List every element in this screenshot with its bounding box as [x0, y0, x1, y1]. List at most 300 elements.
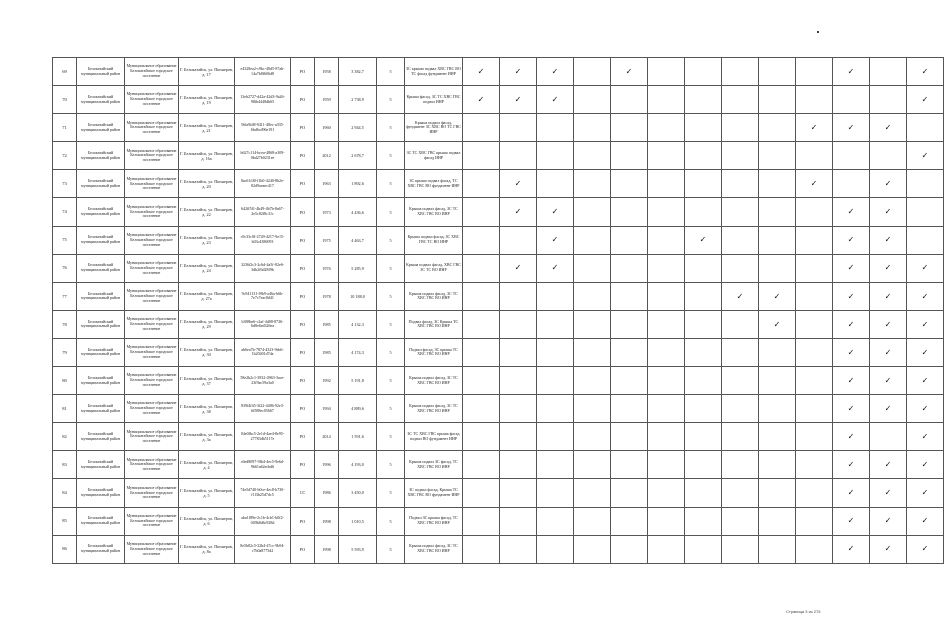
build-year-cell: 1994 — [315, 395, 339, 423]
work-type-cell-3 — [537, 254, 574, 282]
build-year-cell: 1992 — [315, 367, 339, 395]
work-type-cell-5 — [611, 423, 648, 451]
work-type-cell-10 — [796, 198, 833, 226]
work-type-cell-3 — [537, 479, 574, 507]
work-type-cell-10 — [796, 395, 833, 423]
work-type-cell-11 — [833, 86, 870, 114]
work-type-cell-12 — [870, 395, 907, 423]
work-type-cell-7 — [685, 142, 722, 170]
table-row — [53, 338, 944, 366]
work-type-cell-5 — [611, 114, 648, 142]
work-type-cell-1 — [463, 451, 500, 479]
table-row — [53, 423, 944, 451]
management-form-cell: РО — [291, 170, 315, 198]
row-number: 73 — [53, 170, 77, 198]
work-type-cell-9 — [759, 395, 796, 423]
table-row — [53, 58, 944, 86]
house-id-cell: 56fa9fd8-9411-48ec-a335-6bd6cd96e191 — [235, 114, 291, 142]
municipality-cell: Муниципальное образование Белокатайское городское поселение — [125, 338, 179, 366]
address-cell: Г. Белокатайск, ул. Пионеров, д. 19 — [179, 86, 235, 114]
work-type-cell-6 — [648, 451, 685, 479]
district-cell: Белокатайский муниципальный район — [77, 451, 125, 479]
work-type-cell-3 — [537, 198, 574, 226]
check-mark-icon: ✓ — [847, 122, 855, 132]
row-number: 70 — [53, 86, 77, 114]
work-type-cell-7 — [685, 423, 722, 451]
work-type-cell-10 — [796, 142, 833, 170]
work-type-cell-12 — [870, 114, 907, 142]
work-type-cell-3 — [537, 451, 574, 479]
code-cell: 5 — [377, 338, 405, 366]
work-type-cell-12 — [870, 338, 907, 366]
check-mark-icon: ✓ — [847, 431, 855, 441]
row-number: 79 — [53, 338, 77, 366]
check-mark-icon: ✓ — [884, 207, 892, 217]
work-type-cell-2 — [500, 338, 537, 366]
address-cell: Г. Белокатайск, ул. Пионеров, д. 17 — [179, 58, 235, 86]
work-type-cell-7 — [685, 507, 722, 535]
work-type-cell-12 — [870, 142, 907, 170]
work-type-cell-12 — [870, 282, 907, 310]
work-type-cell-6 — [648, 479, 685, 507]
work-type-cell-12 — [870, 198, 907, 226]
row-number: 84 — [53, 479, 77, 507]
address-cell: Г. Белокатайск, ул. Пионеров, д. 27а — [179, 282, 235, 310]
house-id-cell: c9c33c0f-2749-4217-9e15-b03c4386093 — [235, 226, 291, 254]
work-type-cell-11 — [833, 198, 870, 226]
build-year-cell: 1985 — [315, 310, 339, 338]
municipality-cell: Муниципальное образование Белокатайское городское поселение — [125, 535, 179, 563]
work-type-cell-1 — [463, 226, 500, 254]
table-row — [53, 114, 944, 142]
work-type-cell-4 — [574, 114, 611, 142]
work-type-cell-4 — [574, 395, 611, 423]
work-type-cell-10 — [796, 507, 833, 535]
build-year-cell: 2014 — [315, 423, 339, 451]
work-type-cell-5 — [611, 535, 648, 563]
house-id-cell: 74e5d740-b0ce-4ec8-b730-f1f3b25d7dc5 — [235, 479, 291, 507]
check-mark-icon: ✓ — [551, 94, 559, 104]
check-mark-icon: ✓ — [884, 375, 892, 385]
municipality-cell: Муниципальное образование Белокатайское городское поселение — [125, 170, 179, 198]
work-type-cell-5 — [611, 367, 648, 395]
check-mark-icon: ✓ — [884, 122, 892, 132]
area-cell: 2 944,5 — [339, 114, 377, 142]
house-id-cell: 58e2b2c1-3932-4963-3ace-23f9ac59a3a0 — [235, 367, 291, 395]
house-id-cell: b627c114-bcea-4868-a309-0bd27b0231ee — [235, 142, 291, 170]
address-cell: Г. Белокатайск, ул. Пионеров, д. 5 — [179, 479, 235, 507]
address-cell: Г. Белокатайск, ул. Пионеров, д. 30 — [179, 338, 235, 366]
work-type-cell-1 — [463, 58, 500, 86]
work-type-cell-11 — [833, 114, 870, 142]
work-type-cell-5 — [611, 507, 648, 535]
check-mark-icon: ✓ — [551, 207, 559, 217]
district-cell: Белокатайский муниципальный район — [77, 367, 125, 395]
works-note-cell: Подвал ЗС крыша фасад, ТС ХВС ГВС ВО ИНР — [405, 507, 463, 535]
work-type-cell-10 — [796, 114, 833, 142]
municipality-cell: Муниципальное образование Белокатайское городское поселение — [125, 310, 179, 338]
work-type-cell-4 — [574, 535, 611, 563]
work-type-cell-9 — [759, 114, 796, 142]
code-cell: 5 — [377, 198, 405, 226]
work-type-cell-1 — [463, 198, 500, 226]
work-type-cell-6 — [648, 170, 685, 198]
work-type-cell-13 — [907, 254, 944, 282]
code-cell: 5 — [377, 451, 405, 479]
row-number: 80 — [53, 367, 77, 395]
municipality-cell: Муниципальное образование Белокатайское городское поселение — [125, 86, 179, 114]
work-type-cell-1 — [463, 282, 500, 310]
address-cell: Г. Белокатайск, ул. Пионеров, д. 22 — [179, 198, 235, 226]
work-type-cell-6 — [648, 535, 685, 563]
row-number: 83 — [53, 451, 77, 479]
district-cell: Белокатайский муниципальный район — [77, 170, 125, 198]
work-type-cell-4 — [574, 367, 611, 395]
work-type-cell-6 — [648, 395, 685, 423]
address-cell: Г. Белокатайск, ул. Пионеров, д. 6 — [179, 507, 235, 535]
work-type-cell-3 — [537, 142, 574, 170]
municipality-cell: Муниципальное образование Белокатайское городское поселение — [125, 423, 179, 451]
work-type-cell-3 — [537, 395, 574, 423]
check-mark-icon: ✓ — [921, 431, 929, 441]
work-type-cell-3 — [537, 114, 574, 142]
work-type-cell-1 — [463, 507, 500, 535]
table-row — [53, 86, 944, 114]
work-type-cell-7 — [685, 226, 722, 254]
work-type-cell-9 — [759, 367, 796, 395]
management-form-cell: РО — [291, 507, 315, 535]
address-cell: Г. Белокатайск, ул. Пионеров, д. 8а — [179, 535, 235, 563]
work-type-cell-8 — [722, 395, 759, 423]
code-cell: 5 — [377, 142, 405, 170]
code-cell: 5 — [377, 226, 405, 254]
work-type-cell-12 — [870, 479, 907, 507]
check-mark-icon: ✓ — [921, 375, 929, 385]
district-cell: Белокатайский муниципальный район — [77, 114, 125, 142]
work-type-cell-8 — [722, 310, 759, 338]
work-type-cell-7 — [685, 282, 722, 310]
work-type-cell-2 — [500, 142, 537, 170]
check-mark-icon: ✓ — [847, 319, 855, 329]
housing-register-table — [52, 57, 944, 564]
work-type-cell-13 — [907, 338, 944, 366]
district-cell: Белокатайский муниципальный район — [77, 254, 125, 282]
work-type-cell-9 — [759, 142, 796, 170]
row-number: 81 — [53, 395, 77, 423]
row-number: 85 — [53, 507, 77, 535]
work-type-cell-5 — [611, 170, 648, 198]
check-mark-icon: ✓ — [884, 179, 892, 189]
area-cell: 4 436,6 — [339, 198, 377, 226]
work-type-cell-10 — [796, 423, 833, 451]
work-type-cell-6 — [648, 114, 685, 142]
work-type-cell-11 — [833, 535, 870, 563]
work-type-cell-2 — [500, 58, 537, 86]
work-type-cell-13 — [907, 198, 944, 226]
house-id-cell: 642ff5f1-4b49-4b7b-8a67-2e5c82f8c31c — [235, 198, 291, 226]
works-note-cell: ЗС ТС ХВС ГВС крыша подвал фасад ИНР — [405, 142, 463, 170]
work-type-cell-12 — [870, 226, 907, 254]
work-type-cell-12 — [870, 367, 907, 395]
work-type-cell-11 — [833, 142, 870, 170]
address-cell: Г. Белокатайск, ул. Пионеров, д. 23 — [179, 226, 235, 254]
house-id-cell: 04e0fbc5-2e1d-4ae4-8e95-27783db5117e — [235, 423, 291, 451]
work-type-cell-6 — [648, 58, 685, 86]
check-mark-icon: ✓ — [884, 263, 892, 273]
check-mark-icon: ✓ — [884, 235, 892, 245]
check-mark-icon: ✓ — [847, 66, 855, 76]
house-id-cell: 3236f2c3-2c6d-4a5f-82e6-3db2f6d28f9b — [235, 254, 291, 282]
work-type-cell-13 — [907, 423, 944, 451]
area-cell: 5 285,9 — [339, 254, 377, 282]
works-note-cell: Крыша подвал ЗС фасад, ТС ХВС ГВС ВО ИНР — [405, 451, 463, 479]
code-cell: 5 — [377, 282, 405, 310]
work-type-cell-3 — [537, 507, 574, 535]
check-mark-icon: ✓ — [514, 94, 522, 104]
work-type-cell-6 — [648, 507, 685, 535]
code-cell: 5 — [377, 367, 405, 395]
district-cell: Белокатайский муниципальный район — [77, 395, 125, 423]
check-mark-icon: ✓ — [884, 516, 892, 526]
work-type-cell-3 — [537, 226, 574, 254]
management-form-cell: РО — [291, 395, 315, 423]
table-body — [53, 58, 944, 564]
work-type-cell-4 — [574, 423, 611, 451]
work-type-cell-10 — [796, 58, 833, 86]
work-type-cell-2 — [500, 310, 537, 338]
check-mark-icon: ✓ — [884, 403, 892, 413]
work-type-cell-11 — [833, 338, 870, 366]
work-type-cell-9 — [759, 58, 796, 86]
check-mark-icon: ✓ — [921, 403, 929, 413]
check-mark-icon: ✓ — [514, 66, 522, 76]
work-type-cell-12 — [870, 423, 907, 451]
work-type-cell-13 — [907, 507, 944, 535]
municipality-cell: Муниципальное образование Белокатайское городское поселение — [125, 367, 179, 395]
check-mark-icon: ✓ — [884, 544, 892, 554]
row-number: 86 — [53, 535, 77, 563]
work-type-cell-4 — [574, 282, 611, 310]
works-note-cell: ЗС крыши подвал ХВС ГВС ВО ТС фасад фундамент ИНР — [405, 58, 463, 86]
house-id-cell: b388be6-c2af-4d08-8736-6d8e6ed326ea — [235, 310, 291, 338]
work-type-cell-13 — [907, 451, 944, 479]
work-type-cell-7 — [685, 254, 722, 282]
work-type-cell-11 — [833, 507, 870, 535]
work-type-cell-5 — [611, 451, 648, 479]
work-type-cell-6 — [648, 142, 685, 170]
work-type-cell-13 — [907, 142, 944, 170]
work-type-cell-2 — [500, 395, 537, 423]
code-cell: 5 — [377, 423, 405, 451]
work-type-cell-2 — [500, 535, 537, 563]
work-type-cell-4 — [574, 338, 611, 366]
work-type-cell-3 — [537, 170, 574, 198]
work-type-cell-3 — [537, 282, 574, 310]
area-cell: 1 010,5 — [339, 507, 377, 535]
work-type-cell-8 — [722, 423, 759, 451]
address-cell: Г. Белокатайск, ул. Пионеров, д. 16а — [179, 142, 235, 170]
work-type-cell-4 — [574, 226, 611, 254]
check-mark-icon: ✓ — [921, 66, 929, 76]
table-row — [53, 479, 944, 507]
work-type-cell-6 — [648, 226, 685, 254]
work-type-cell-5 — [611, 226, 648, 254]
house-id-cell: aba1f89e-2c1b-4cb1-b0f2-049b8d6c928d — [235, 507, 291, 535]
work-type-cell-2 — [500, 114, 537, 142]
check-mark-icon: ✓ — [477, 66, 485, 76]
table-row — [53, 170, 944, 198]
work-type-cell-12 — [870, 451, 907, 479]
work-type-cell-8 — [722, 338, 759, 366]
management-form-cell: РО — [291, 226, 315, 254]
work-type-cell-3 — [537, 367, 574, 395]
work-type-cell-9 — [759, 423, 796, 451]
management-form-cell: РО — [291, 367, 315, 395]
work-type-cell-5 — [611, 198, 648, 226]
work-type-cell-13 — [907, 58, 944, 86]
code-cell: 5 — [377, 535, 405, 563]
check-mark-icon: ✓ — [921, 516, 929, 526]
district-cell: Белокатайский муниципальный район — [77, 507, 125, 535]
work-type-cell-8 — [722, 226, 759, 254]
work-type-cell-12 — [870, 507, 907, 535]
check-mark-icon: ✓ — [921, 151, 929, 161]
work-type-cell-1 — [463, 367, 500, 395]
build-year-cell: 1973 — [315, 198, 339, 226]
work-type-cell-4 — [574, 170, 611, 198]
address-cell: Г. Белокатайск, ул. Пионеров, д. 3а — [179, 423, 235, 451]
management-form-cell: РО — [291, 423, 315, 451]
work-type-cell-6 — [648, 338, 685, 366]
management-form-cell: РО — [291, 58, 315, 86]
house-id-cell: 9c941131-f9b9-a46a-b6b-7e7c7eac8d41 — [235, 282, 291, 310]
check-mark-icon: ✓ — [514, 207, 522, 217]
work-type-cell-9 — [759, 198, 796, 226]
work-type-cell-4 — [574, 86, 611, 114]
work-type-cell-4 — [574, 142, 611, 170]
work-type-cell-1 — [463, 142, 500, 170]
work-type-cell-9 — [759, 479, 796, 507]
work-type-cell-7 — [685, 395, 722, 423]
check-mark-icon: ✓ — [551, 66, 559, 76]
work-type-cell-13 — [907, 226, 944, 254]
work-type-cell-1 — [463, 254, 500, 282]
work-type-cell-10 — [796, 254, 833, 282]
district-cell: Белокатайский муниципальный район — [77, 310, 125, 338]
work-type-cell-3 — [537, 86, 574, 114]
work-type-cell-8 — [722, 254, 759, 282]
build-year-cell: 1996 — [315, 451, 339, 479]
check-mark-icon: ✓ — [847, 460, 855, 470]
work-type-cell-10 — [796, 479, 833, 507]
work-type-cell-4 — [574, 479, 611, 507]
district-cell: Белокатайский муниципальный район — [77, 198, 125, 226]
address-cell: Г. Белокатайск, ул. Пионеров, д. 21 — [179, 114, 235, 142]
work-type-cell-1 — [463, 114, 500, 142]
work-type-cell-2 — [500, 170, 537, 198]
work-type-cell-8 — [722, 282, 759, 310]
address-cell: Г. Белокатайск, ул. Пионеров, д. 29 — [179, 310, 235, 338]
district-cell: Белокатайский муниципальный район — [77, 423, 125, 451]
works-note-cell: Крыша подвал фасад, ЗС ТС ХВС ГВС ВО ИНР — [405, 367, 463, 395]
code-cell: 5 — [377, 170, 405, 198]
check-mark-icon: ✓ — [847, 544, 855, 554]
work-type-cell-10 — [796, 338, 833, 366]
municipality-cell: Муниципальное образование Белокатайское городское поселение — [125, 479, 179, 507]
check-mark-icon: ✓ — [847, 516, 855, 526]
work-type-cell-7 — [685, 58, 722, 86]
work-type-cell-11 — [833, 170, 870, 198]
house-id-cell: e4328ea2-c9bc-48d5-87ab-14a7b8f606d8 — [235, 58, 291, 86]
work-type-cell-13 — [907, 170, 944, 198]
municipality-cell: Муниципальное образование Белокатайское городское поселение — [125, 451, 179, 479]
work-type-cell-11 — [833, 310, 870, 338]
work-type-cell-8 — [722, 535, 759, 563]
build-year-cell: 1998 — [315, 535, 339, 563]
works-note-cell: Крыша подвал фасад, ЗС ХВС ГВС ТС ВО ИНР — [405, 226, 463, 254]
code-cell: 5 — [377, 479, 405, 507]
house-id-cell: 839f4f45-3f22-4486-92e3-6f588ec05667 — [235, 395, 291, 423]
row-number: 69 — [53, 58, 77, 86]
build-year-cell: 1959 — [315, 86, 339, 114]
build-year-cell: 1998 — [315, 507, 339, 535]
district-cell: Белокатайский муниципальный район — [77, 86, 125, 114]
work-type-cell-1 — [463, 395, 500, 423]
work-type-cell-5 — [611, 395, 648, 423]
code-cell: 5 — [377, 58, 405, 86]
code-cell: 5 — [377, 395, 405, 423]
area-cell: 4 193,0 — [339, 451, 377, 479]
work-type-cell-10 — [796, 367, 833, 395]
table-row — [53, 310, 944, 338]
area-cell: 4 889,6 — [339, 395, 377, 423]
check-mark-icon: ✓ — [847, 263, 855, 273]
work-type-cell-9 — [759, 86, 796, 114]
row-number: 78 — [53, 310, 77, 338]
row-number: 74 — [53, 198, 77, 226]
municipality-cell: Муниципальное образование Белокатайское городское поселение — [125, 114, 179, 142]
area-cell: 1 591,6 — [339, 423, 377, 451]
code-cell: 5 — [377, 310, 405, 338]
work-type-cell-13 — [907, 310, 944, 338]
table-row — [53, 535, 944, 563]
work-type-cell-2 — [500, 282, 537, 310]
code-cell: 5 — [377, 114, 405, 142]
check-mark-icon: ✓ — [625, 66, 633, 76]
works-note-cell: Подвал фасад, ЗС крыша ТС ХВС ГВС ВО ИНР — [405, 338, 463, 366]
work-type-cell-6 — [648, 367, 685, 395]
area-cell: 5 191,8 — [339, 367, 377, 395]
works-note-cell: ЗС подвал фасад, Крыша ТС ХВС ГВС ВО фундамент ИНР — [405, 479, 463, 507]
area-cell: 1 892,6 — [339, 170, 377, 198]
work-type-cell-2 — [500, 423, 537, 451]
work-type-cell-9 — [759, 451, 796, 479]
work-type-cell-8 — [722, 367, 759, 395]
work-type-cell-12 — [870, 254, 907, 282]
management-form-cell: РО — [291, 535, 315, 563]
address-cell: Г. Белокатайск, ул. Пионеров, д. 38 — [179, 395, 235, 423]
management-form-cell: РО — [291, 282, 315, 310]
area-cell: 2 738,9 — [339, 86, 377, 114]
management-form-cell: РО — [291, 451, 315, 479]
work-type-cell-3 — [537, 58, 574, 86]
work-type-cell-3 — [537, 338, 574, 366]
works-note-cell: Крыша подвал фасад, ЗС ТС ХВС ГВС ВО ИНР — [405, 198, 463, 226]
table-row — [53, 367, 944, 395]
check-mark-icon: ✓ — [921, 544, 929, 554]
build-year-cell: 1978 — [315, 282, 339, 310]
row-number: 71 — [53, 114, 77, 142]
